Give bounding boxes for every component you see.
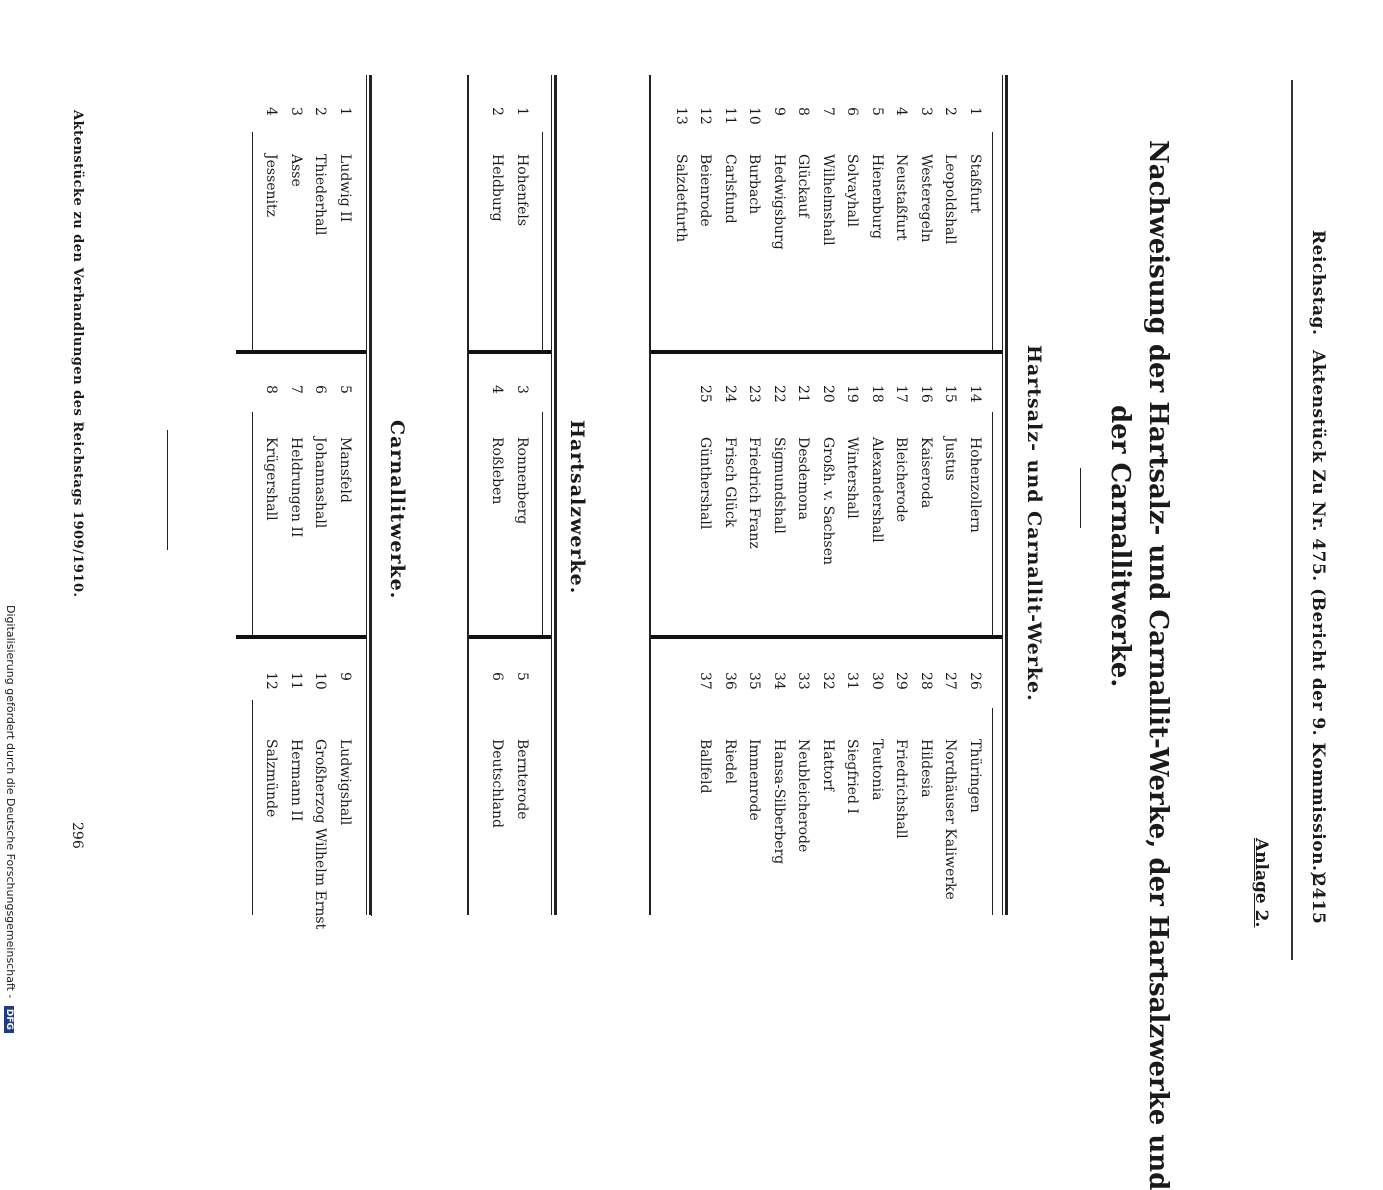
table-row [861,107,886,250]
table2-col1-rule [542,132,543,350]
section1-heading: Hartsalz- und Carnallit-Werke. [1023,345,1045,702]
row-number: 24 [722,385,738,403]
row-name: Justus [942,437,959,481]
table1-col1 [665,107,984,250]
table1-top-rule-thin [1002,75,1003,915]
table-row [329,107,354,235]
row-name: Johannashall [312,437,329,529]
row-name: Mansfeld [337,437,353,503]
document-title-line2: der Carnallitwerke. [1105,405,1135,688]
row-number: 1 [514,107,530,116]
row-number: 2 [489,107,506,116]
row-name: Desdemona [795,437,812,521]
row-name: Salzdetfurth [673,154,689,243]
document-title-line1: Nachweisung der Hartsalz- und Carnallit-Werke, der Hartsalzwerke und [1143,140,1173,1190]
row-name: Krügershall [263,437,280,521]
table1-bottom-rule [649,75,651,915]
table-row [280,672,305,929]
row-name: Heldrungen II [288,437,304,538]
table-row [506,672,531,828]
table2-col3 [481,672,530,828]
row-name: Ronnenberg [514,437,530,525]
row-number: 29 [893,672,910,690]
row-number: 28 [918,672,934,690]
anlage-label: Anlage 2. [1251,838,1271,928]
row-name: Ballfeld [697,739,714,794]
table3-col3 [255,672,353,929]
row-name: Hohenfels [514,154,530,227]
table-row [934,672,959,900]
table-row [329,672,354,929]
row-name: Bernterode [514,739,530,820]
table3-divider1 [236,350,366,354]
table3-col2-rule [252,412,253,635]
table3-edge [371,915,372,916]
row-number: 8 [795,107,812,116]
row-name: Beienrode [697,154,714,227]
table-row [959,385,984,565]
row-name: Leopoldshall [942,154,959,245]
row-number: 16 [918,385,934,403]
table3-col2 [255,385,353,537]
row-name: Bleicherode [893,437,910,523]
table3-divider2 [236,635,366,639]
row-number: 3 [288,107,304,116]
table-row [304,385,329,537]
table-row [481,385,506,524]
row-number: 35 [746,672,763,690]
row-number: 4 [489,385,506,394]
row-name: Solvayhall [844,154,861,227]
row-name: Hildesia [918,739,934,798]
footer-page-number: 296 [69,822,85,849]
row-name: Teutonia [869,739,885,801]
table-row [506,385,531,524]
row-number: 33 [795,672,812,690]
row-number: 30 [869,672,885,690]
row-number: 1 [337,107,353,116]
row-name: Friedrich Franz [746,437,763,549]
row-name: Siegfried I [844,739,861,814]
row-number: 1 [967,107,983,116]
row-number: 19 [844,385,861,403]
table-row [738,107,763,250]
table-row [934,385,959,565]
page-number: 2415 [1308,875,1328,925]
table-row [787,385,812,565]
row-name: Burbach [746,154,763,215]
table-row [714,672,739,900]
table2-col1 [481,107,530,226]
header-rule [1291,80,1293,960]
table1-col2-rule [992,412,993,635]
row-number: 11 [722,107,738,125]
row-number: 20 [820,385,836,403]
table1-divider1 [650,350,1002,354]
table1-top-rule [1005,75,1008,915]
table-row [763,672,788,900]
row-number: 34 [771,672,787,690]
row-name: Nordhäuser Kaliwerke [942,739,959,900]
row-name: Jessenitz [263,154,280,218]
table-row [861,385,886,565]
row-name: Wintershall [844,437,861,519]
table2-top-rule [554,75,557,915]
row-name: Salzmünde [263,739,280,818]
row-name: Deutschland [489,739,506,828]
row-name: Heldburg [489,154,506,222]
row-number: 18 [869,385,885,403]
table-row [506,107,531,226]
table-row [738,385,763,565]
row-name: Hedwigsburg [771,154,787,250]
table-row [689,385,714,565]
row-number: 37 [697,672,714,690]
table-row [910,672,935,900]
row-number: 10 [312,672,329,690]
table1-col3 [689,672,983,900]
table-row [787,672,812,900]
table-row [304,672,329,929]
table-row [689,672,714,900]
digitization-note [4,605,17,1033]
row-number: 25 [697,385,714,403]
row-number: 12 [263,672,280,690]
row-name: Riedel [722,739,738,785]
row-number: 15 [942,385,959,403]
row-name: Alexandershall [869,437,885,543]
table-row [714,107,739,250]
row-number: 10 [746,107,763,125]
section3-heading: Carnallitwerke. [386,420,408,600]
row-number: 5 [869,107,885,116]
table-row [812,107,837,250]
table2-bottom-rule [467,75,469,915]
row-number: 2 [942,107,959,116]
table-row [836,385,861,565]
row-name: Neustaßfurt [893,154,910,241]
table2-col2 [481,385,530,524]
table-row [763,385,788,565]
table-row [787,107,812,250]
row-number: 17 [893,385,910,403]
row-number: 23 [746,385,763,403]
table-row [738,672,763,900]
table2-col2-rule [542,412,543,635]
table1-col3-rule [992,708,993,915]
table2-divider2 [469,635,551,639]
table-row [481,107,506,226]
row-number: 4 [893,107,910,116]
header-center: Aktenstück Zu Nr. 475. (Bericht der 9. Kommission.) [1308,350,1328,880]
row-name: Friedrichshall [893,739,910,839]
row-name: Staßfurt [967,154,983,214]
table-row [885,672,910,900]
row-number: 21 [795,385,812,403]
table-row [255,672,280,929]
row-number: 5 [337,385,353,394]
row-name: Großh. v. Sachsen [820,437,836,566]
row-name: Roßleben [489,437,506,505]
table-row [255,385,280,537]
row-number: 9 [337,672,353,681]
row-name: Neubleicherode [795,739,812,853]
table-row [885,385,910,565]
table-row [959,107,984,250]
row-number: 9 [771,107,787,116]
table3-top-rule-thin [366,75,367,915]
dfg-logo: DFG [4,1006,14,1033]
row-number: 7 [820,107,836,116]
row-name: Kaiseroda [918,437,934,509]
table1-col1-rule [992,132,993,350]
table-row [280,107,305,235]
row-number: 26 [967,672,983,690]
row-name: Wilhelmshall [820,154,836,246]
row-name: Hohenzollern [967,437,983,533]
row-name: Thüringen [967,739,983,813]
row-number: 5 [514,672,530,681]
table-row [885,107,910,250]
row-name: Hansa-Silberberg [771,739,787,865]
row-name: Thiederhall [312,154,329,236]
row-number: 36 [722,672,738,690]
section2-heading: Hartsalzwerke. [566,420,588,595]
table-row [304,107,329,235]
row-number: 7 [288,385,304,394]
footer-divider [167,430,168,550]
title-divider [1080,468,1081,528]
row-number: 27 [942,672,959,690]
row-number: 32 [820,672,836,690]
row-name: Asse [288,154,304,187]
row-number: 3 [514,385,530,394]
table-row [934,107,959,250]
row-name: Carlsfund [722,154,738,224]
table-row [959,672,984,900]
table-row [481,672,506,828]
table-row [910,385,935,565]
row-name: Sigmundshall [771,437,787,534]
table-row [255,107,280,235]
row-number: 6 [312,385,329,394]
row-name: Immenrode [746,739,763,821]
row-name: Frisch Glück [722,437,738,528]
row-name: Ludwig II [337,154,353,223]
row-number: 11 [288,672,304,690]
table-row [861,672,886,900]
row-number: 14 [967,385,983,403]
table3-col1-rule [252,132,253,350]
table3-col1 [255,107,353,235]
row-name: Ludwigshall [337,739,353,826]
table2-divider1 [469,350,551,354]
row-number: 12 [697,107,714,125]
table3-top-rule [369,75,372,915]
row-number: 2 [312,107,329,116]
row-name: Hermann II [288,739,304,822]
row-name: Großherzog Wilhelm Ernst [312,739,329,930]
table1-col2 [689,385,983,565]
row-number: 3 [918,107,934,116]
row-name: Günthershall [697,437,714,530]
table-row [836,107,861,250]
footer-text: Aktenstücke zu den Verhandlungen des Reichstags 1909/1910. [70,110,85,598]
table-row [714,385,739,565]
table-row [665,107,690,250]
header-left: Reichstag. [1308,230,1328,336]
table-row [812,385,837,565]
row-name: Hattorf [820,739,836,792]
row-number: 22 [771,385,787,403]
table-row [836,672,861,900]
table1-divider2 [650,635,1002,639]
row-name: Hienenburg [869,154,885,239]
row-number: 6 [489,672,506,681]
table-row [689,107,714,250]
row-name: Glückauf [795,154,812,218]
digitization-text: Digitalisierung gefördert durch die Deutsche Forschungsgemeinschaft - [4,605,17,999]
row-number: 8 [263,385,280,394]
row-number: 31 [844,672,861,690]
table3-col3-rule [252,700,253,915]
table-row [812,672,837,900]
table-row [763,107,788,250]
table-row [910,107,935,250]
row-number: 6 [844,107,861,116]
row-number: 4 [263,107,280,116]
table2-top-rule-thin [551,75,552,915]
row-number: 13 [673,107,689,125]
table-row [329,385,354,537]
row-name: Westeregeln [918,154,934,243]
table-row [280,385,305,537]
